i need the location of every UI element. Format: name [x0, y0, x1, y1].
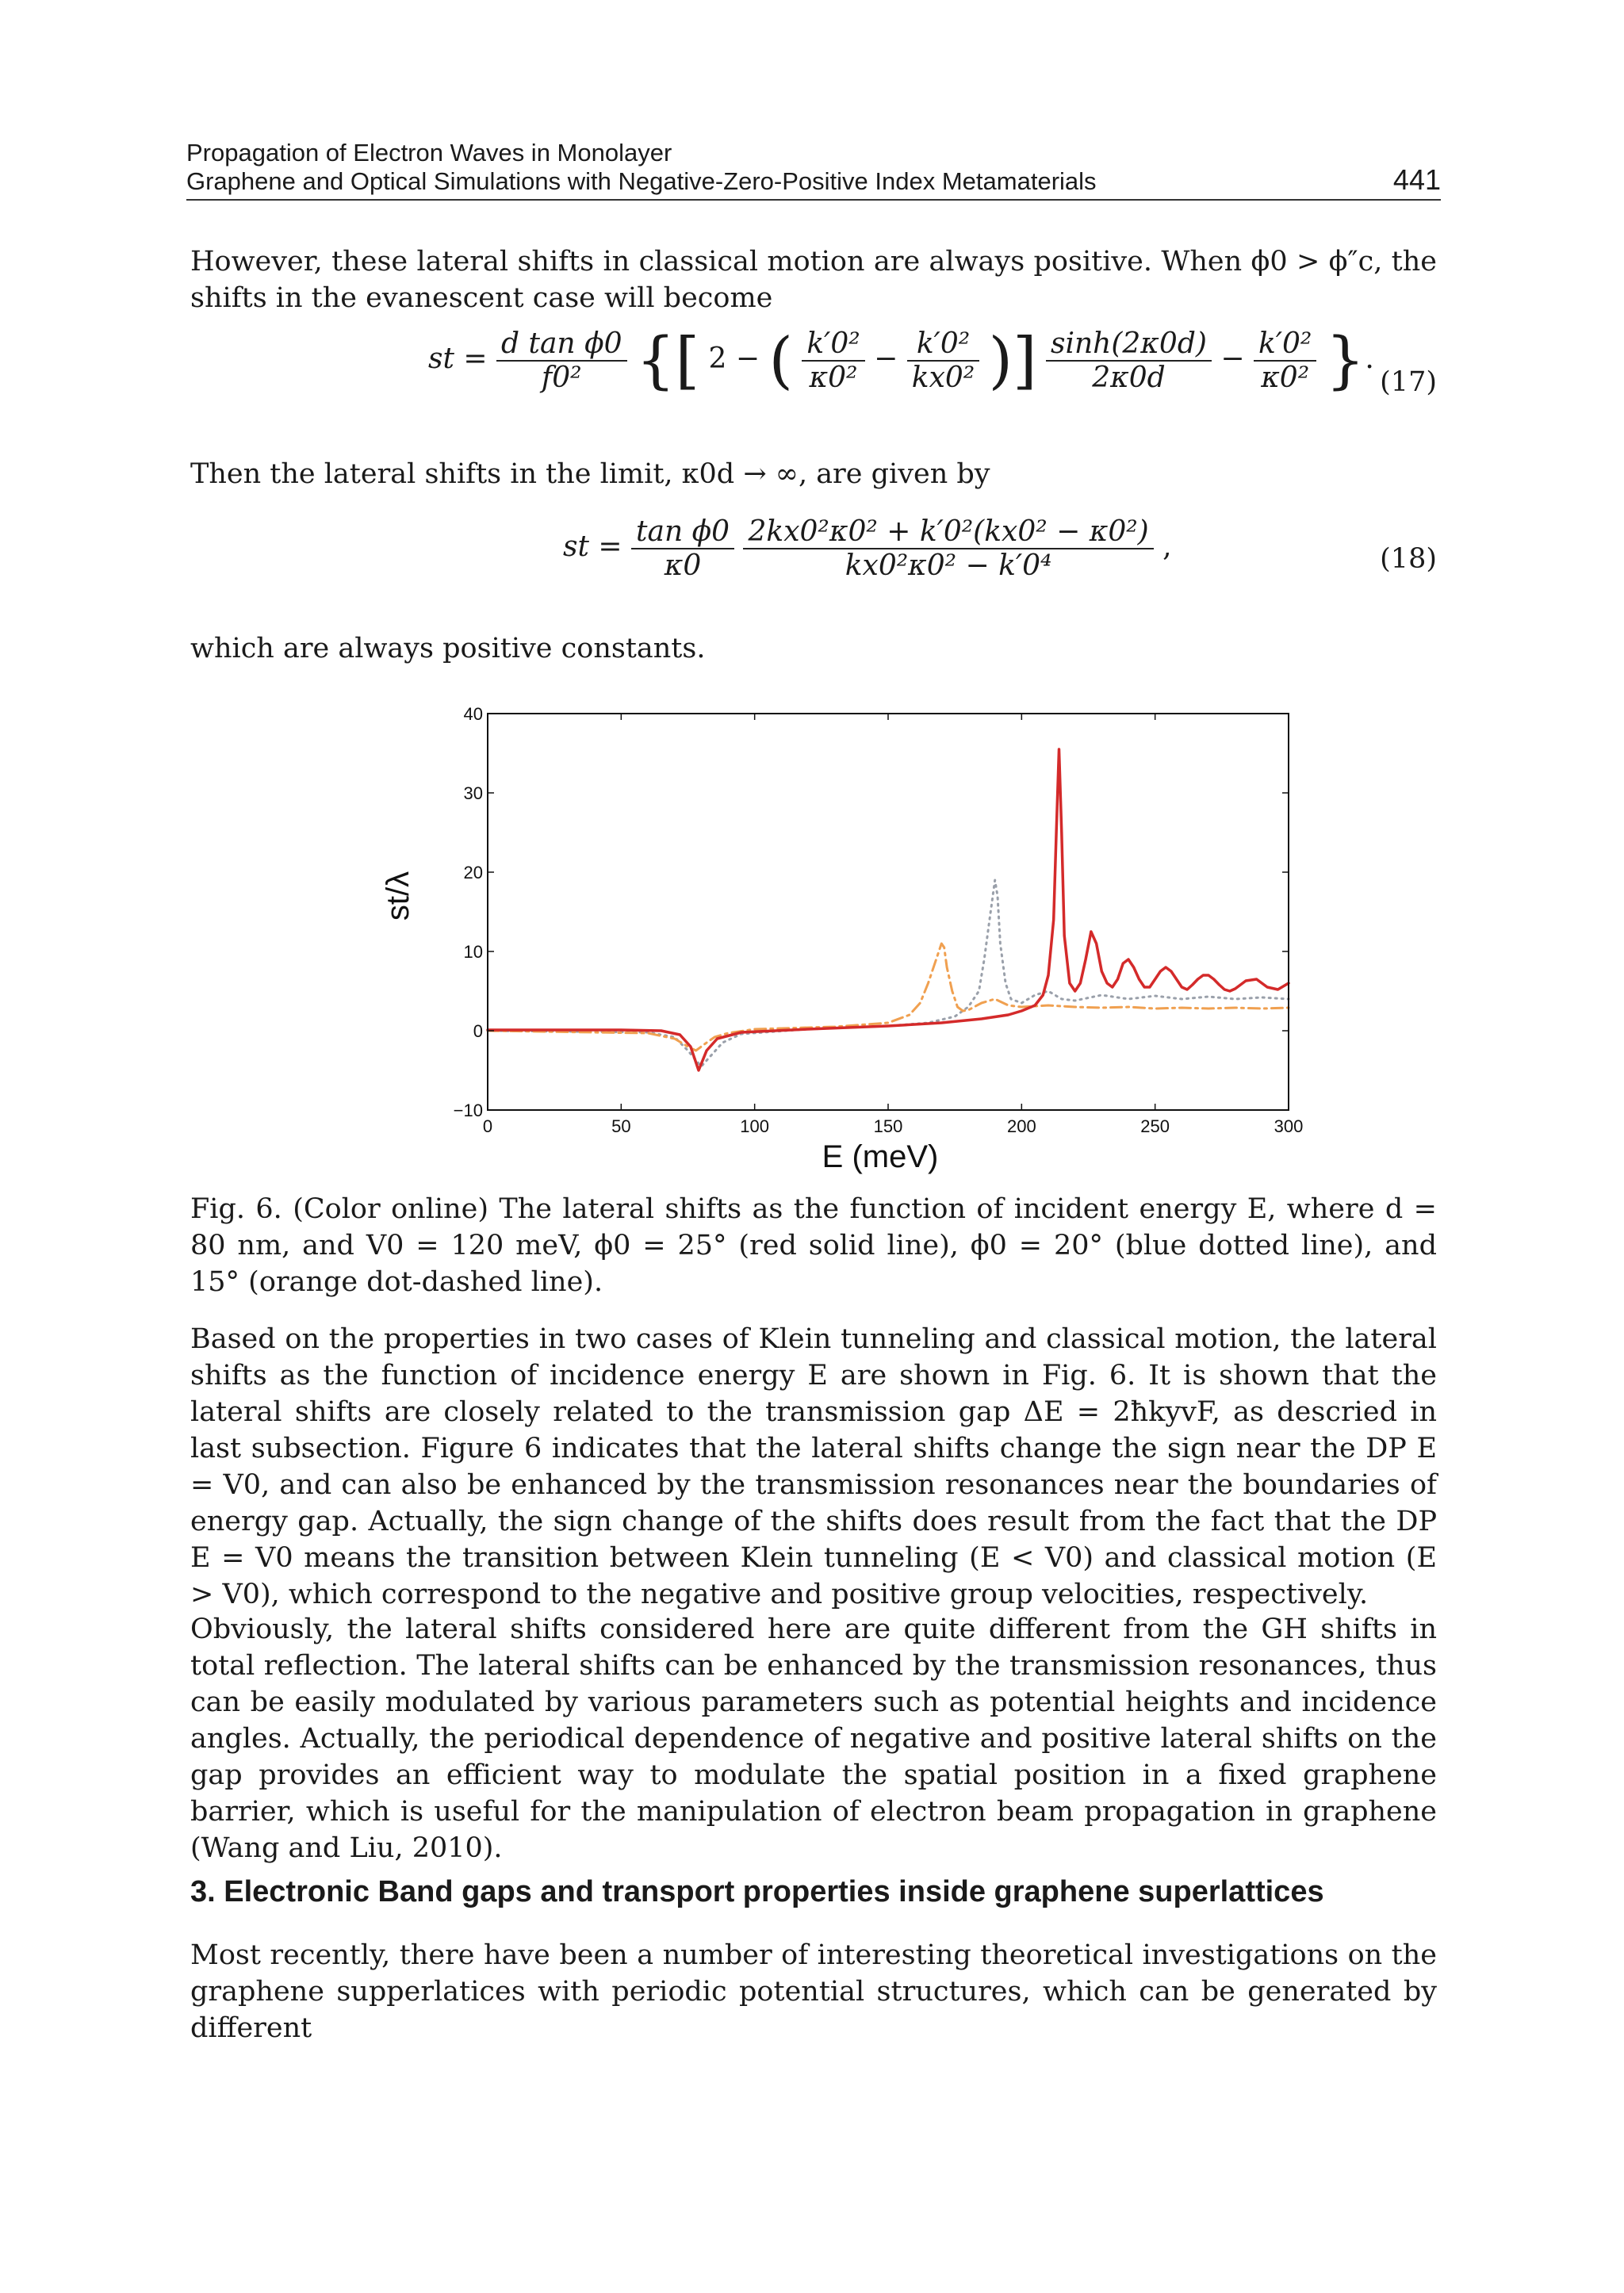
- paragraph-text: However, these lateral shifts in classical motion are always positive. When ϕ0 > ϕ″c, the shifts in the evanescent case will become: [190, 246, 1437, 314]
- eq17-c-num: sinh(2κ0d): [1046, 327, 1212, 362]
- x-axis-label: E (meV): [822, 1139, 939, 1174]
- paragraph-intro: [190, 243, 1437, 316]
- paragraph-text: Obviously, the lateral shifts considered here are quite different from the GH shifts in total reflection. The lateral shifts can be enhanced by the transmission resonances, thus can be easily modulated by various parameters such as potential heights and incidence angles. Actually, the periodical dependence of negative and positive lateral shifts on the gap provides an efficient way to modulate the spatial position in a fixed graphene barrier, which is useful for the manipulation of electron beam propagation in graphene (Wang and Liu, 2010).: [190, 1614, 1437, 1864]
- eq18-frac-a: [631, 515, 734, 582]
- y-tick-label: 0: [473, 1021, 483, 1041]
- equation-17-number: (17): [1380, 366, 1437, 398]
- x-tick-label: 300: [1274, 1116, 1304, 1136]
- eq17-lhs: st =: [428, 343, 488, 375]
- paragraph-text: Most recently, there have been a number of interesting theoretical investigations on the graphene supperlatices with periodic potential structures, which can be generated by different: [190, 1939, 1437, 2044]
- paragraph-limit: [190, 456, 1437, 492]
- page: [186, 0, 1441, 2293]
- page-number: 441: [1392, 163, 1441, 196]
- eq17-d-num: k′0²: [1254, 327, 1316, 362]
- paragraph-text: Based on the properties in two cases of Klein tunneling and classical motion, the lateral shifts as the function of incidence energy E are shown in Fig. 6. It is shown that the lateral shifts are closely related to the transmission gap ΔE = 2ħkyvF, as descried in last subsection. Figure 6 indicates that the lateral shifts change the sign near the DP E = V0, and can also be enhanced by the transmission resonances near the boundaries of energy gap. Actually, the sign change of the shifts does result from the fact that the DP E = V0 means the transition between Klein tunneling (E < V0) and classical motion (E > V0), which correspond to the negative and positive group velocities, respectively.: [190, 1323, 1437, 1610]
- eq17-a-num: k′0²: [802, 327, 864, 362]
- series-line-1: [488, 880, 1289, 1066]
- eq18-a-den: κ0: [664, 549, 702, 582]
- eq17-frac-c: [1046, 327, 1212, 394]
- x-tick-label: 250: [1140, 1116, 1170, 1136]
- paragraph-text: Then the lateral shifts in the limit, κ0d → ∞, are given by: [190, 458, 990, 490]
- eq17-two: 2 −: [708, 343, 760, 375]
- eq17-d-den: κ0²: [1261, 362, 1310, 394]
- header-title-line1: Propagation of Electron Waves in Monolayer: [186, 139, 672, 167]
- eq18-b-den: kx0²κ0² − k′0⁴: [845, 549, 1052, 582]
- y-tick-label: 10: [463, 942, 483, 962]
- eq17-a-den: κ0²: [809, 362, 858, 394]
- y-axis-label: st/λ: [381, 871, 416, 921]
- paragraph-text: which are always positive constants.: [190, 633, 706, 664]
- x-tick-label: 50: [611, 1116, 631, 1136]
- header-title-line2: Graphene and Optical Simulations with Negative-Zero-Positive Index Metamaterials: [186, 167, 1097, 195]
- paragraph-obviously: [190, 1611, 1437, 1866]
- y-tick-label: 40: [463, 704, 483, 724]
- eq17-prefactor-num: d tan ϕ0: [496, 327, 627, 362]
- eq18-frac-b: [743, 515, 1153, 582]
- running-header: [186, 139, 1441, 201]
- y-tick-label: −10: [453, 1101, 483, 1120]
- figure-6-caption: [190, 1191, 1437, 1300]
- x-tick-label: 200: [1006, 1116, 1036, 1136]
- eq17-b-den: kx0²: [911, 362, 975, 394]
- paragraph-discussion: [190, 1321, 1437, 1613]
- eq17-prefactor-den: f0²: [541, 362, 582, 394]
- eq18-a-num: tan ϕ0: [631, 515, 734, 549]
- figure-6-chart: [381, 698, 1308, 1174]
- paragraph-superlattices: [190, 1937, 1437, 2046]
- section-heading: 3. Electronic Band gaps and transport properties inside graphene superlattices: [190, 1875, 1324, 1908]
- y-tick-label: 20: [463, 863, 483, 882]
- paragraph-constants: [190, 630, 1437, 667]
- equation-18-number: (18): [1380, 543, 1437, 575]
- eq17-frac-b: [907, 327, 979, 394]
- equation-18: st = $\frac{\text{tan ϕ0}}{\kappa 0}$ $\frac{\text{2kx0²κ0² + k′0²(kx0² − κ0²)}}{\text{kx0²κ0² − k′0⁴}}$ ,: [563, 515, 1172, 582]
- y-tick-label: 30: [463, 783, 483, 803]
- eq17-b-num: k′0²: [907, 327, 979, 362]
- eq17-c-den: 2κ0d: [1092, 362, 1166, 394]
- eq18-b-num: 2kx0²κ0² + k′0²(kx0² − κ0²): [743, 515, 1153, 549]
- x-tick-label: 0: [482, 1116, 493, 1136]
- plot-frame: [488, 714, 1289, 1110]
- eq18-lhs: st =: [563, 530, 622, 563]
- equation-17: st = $\frac{\text{d tan ϕ0}}{\text{f0²}}$ {[ 2 − ( $\frac{\text{k′0²}}{\text{κ0²}}$ − $\frac{\text{k′0²}}{\text{kx0²}}$ )] $\frac{\sinh(2\kappa 0d)}{2\kappa 0d}$ − $\frac{\text{k′0²}}{\text{κ0²}}$ }.: [428, 325, 1374, 396]
- x-tick-label: 150: [873, 1116, 903, 1136]
- eq17-frac-a: [802, 327, 864, 394]
- x-tick-label: 100: [740, 1116, 770, 1136]
- eq17-frac-d: [1254, 327, 1316, 394]
- caption-text: Fig. 6. (Color online) The lateral shifts as the function of incident energy E, where d = 80 nm, and V0 = 120 meV, ϕ0 = 25° (red solid line), ϕ0 = 20° (blue dotted line), and 15° (orange dot-dashed line).: [190, 1193, 1437, 1298]
- eq17-prefactor: [496, 327, 627, 394]
